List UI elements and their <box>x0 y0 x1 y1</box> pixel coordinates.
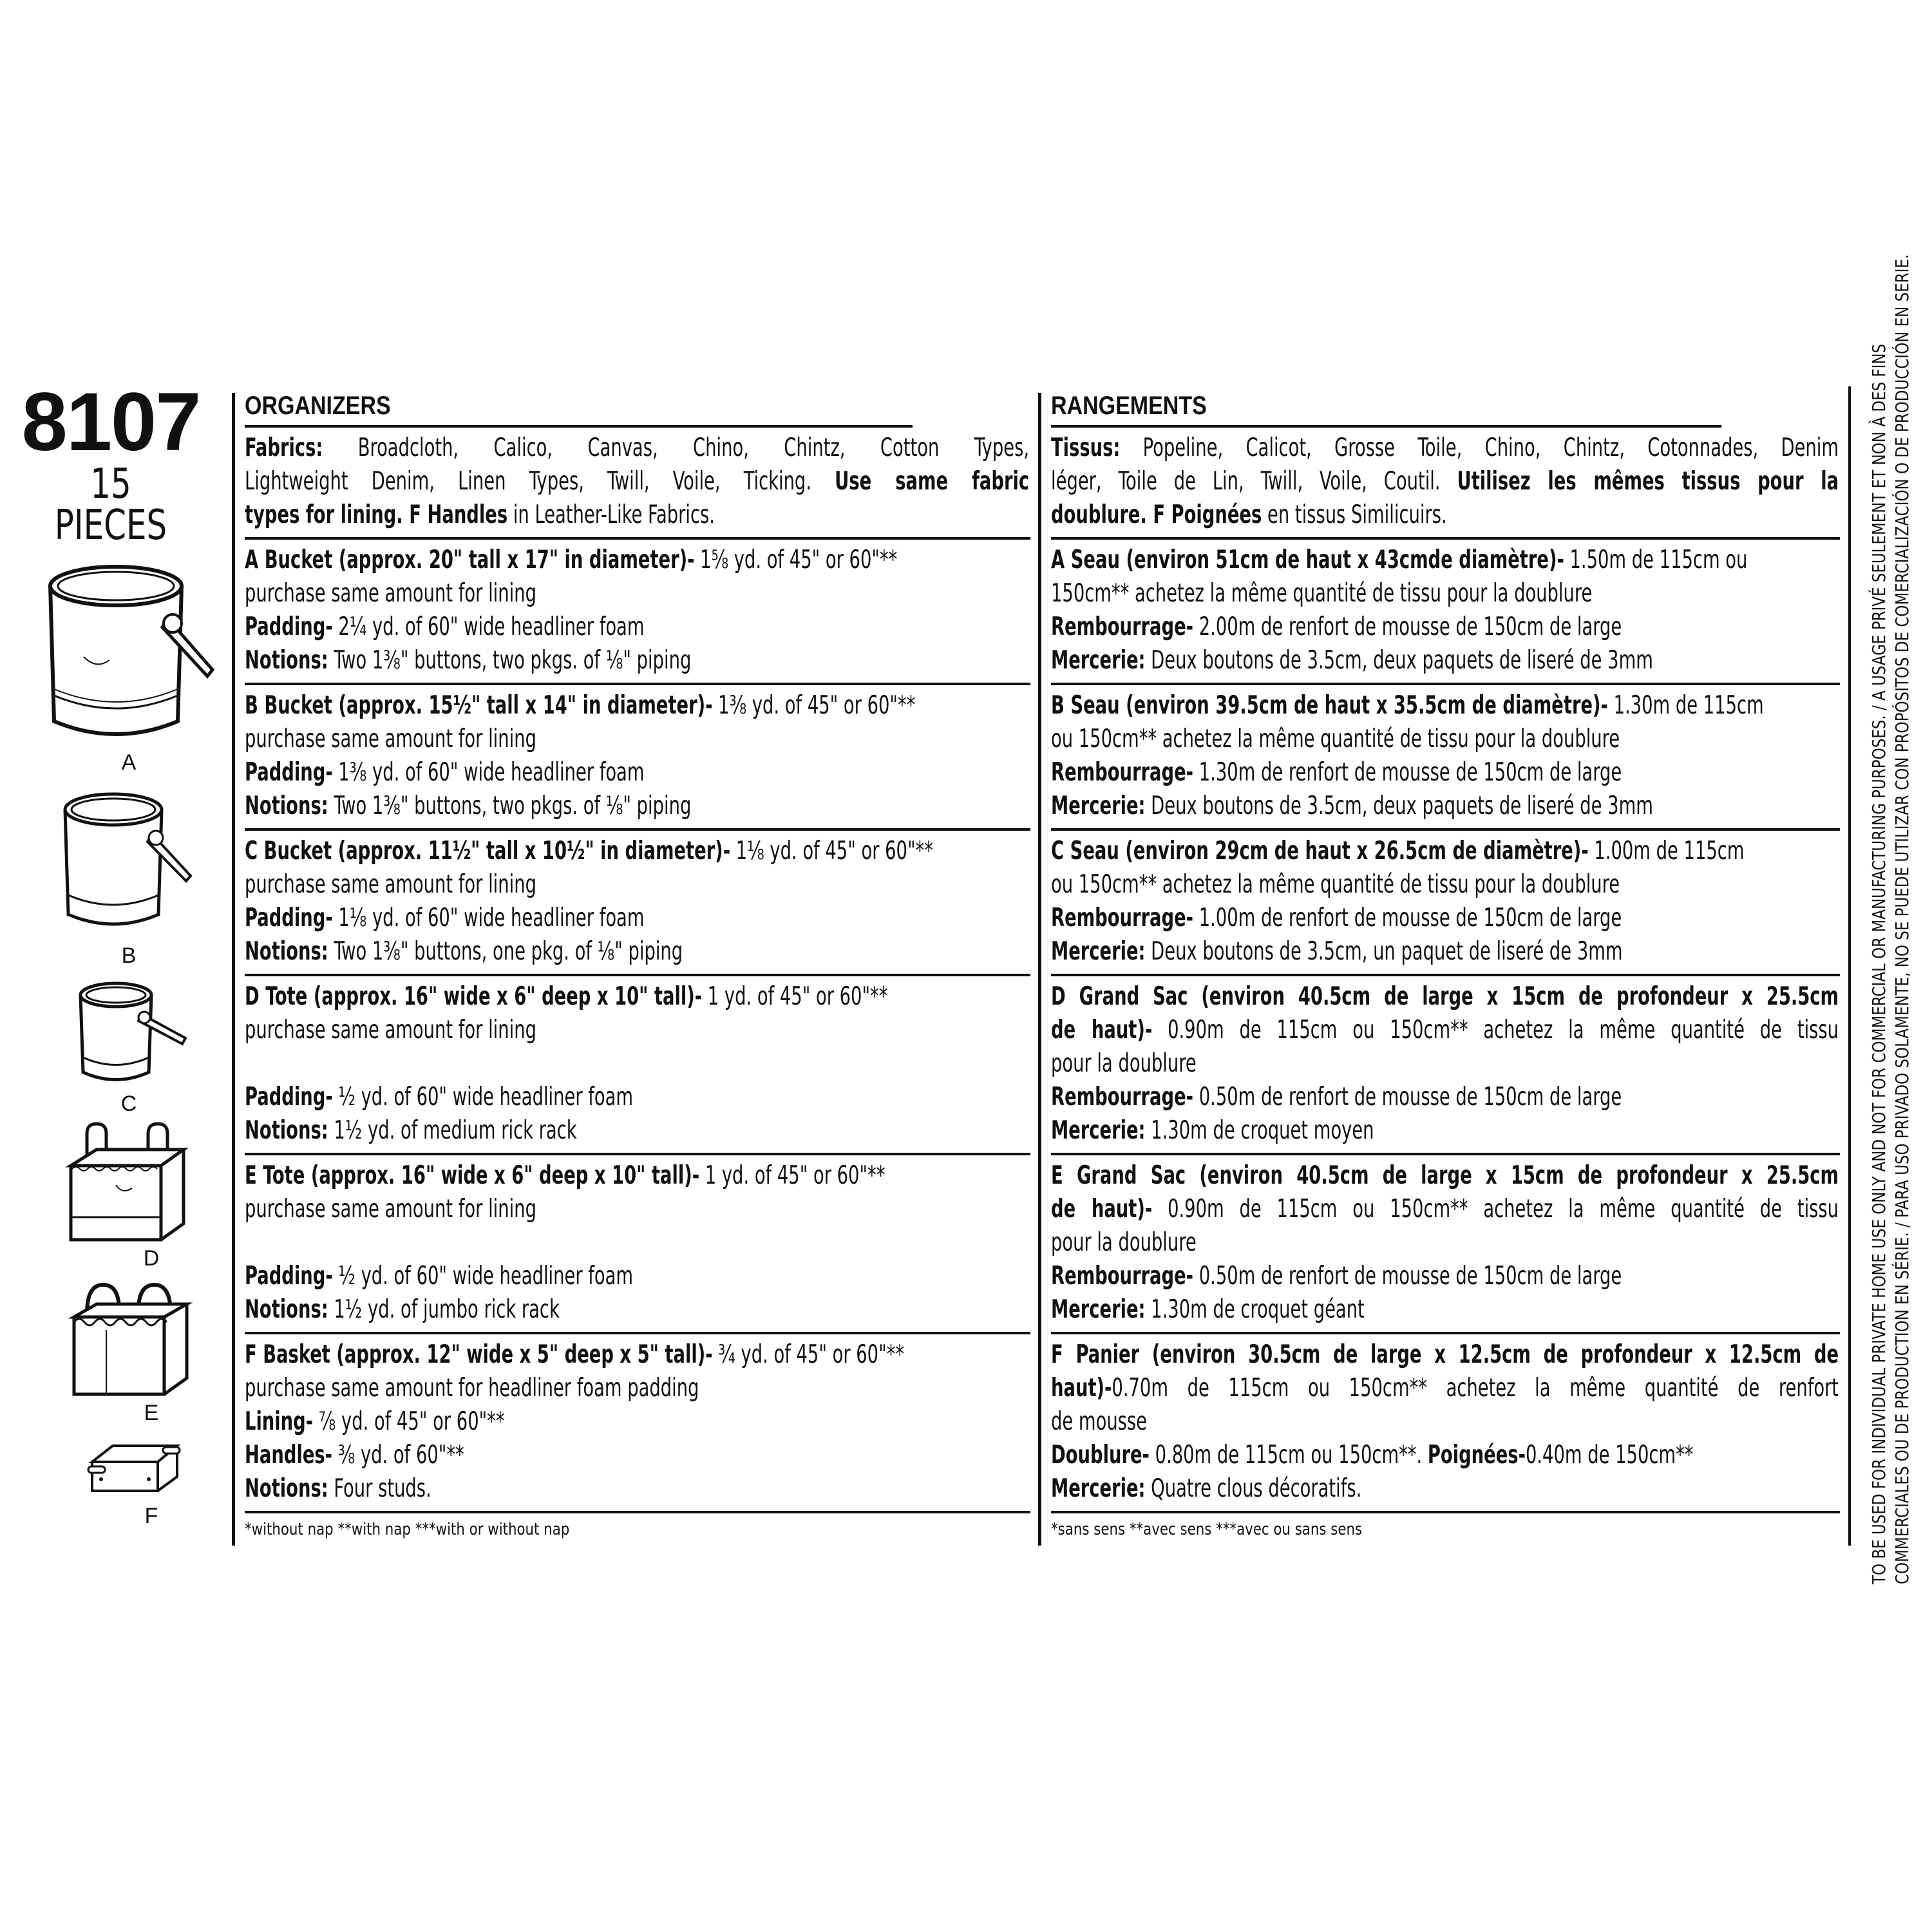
english-item-e: E Tote (approx. 16" wide x 6" deep x 10" tall)- 1 yd. of 45" or 60"** purchase same amount for lining Padding- ½ yd. of 60" wide headliner foam Notions: 1½ yd. of jumbo rick rack <box>245 1155 1030 1334</box>
french-item-f: F Panier (environ 30.5cm de large x 12.5cm de profondeur x 12.5cm de haut)-0.70m de 115cm ou 150cm** achetez la même quantité de renfort de mousse Doublure- 0.80m de 115cm ou 150cm**. Poignées-0.40m de 150cm** Mercerie: Quatre clous décoratifs. <box>1051 1334 1840 1513</box>
english-item-c: C Bucket (approx. 11½" tall x 10½" in diameter)- 1⅛ yd. of 45" or 60"** purchase same amount for lining Padding- 1⅛ yd. of 60" wide headliner foam Notions: Two 1⅜" buttons, one pkg. of ⅛" piping <box>245 831 1030 976</box>
english-item-b: B Bucket (approx. 15½" tall x 14" in diameter)- 1⅜ yd. of 45" or 60"** purchase same amount for lining Padding- 1⅜ yd. of 60" wide headliner foam Notions: Two 1⅜" buttons, two pkgs. of ⅛" piping <box>245 685 1030 831</box>
english-item-a: A Bucket (approx. 20" tall x 17" in diameter)- 1⅝ yd. of 45" or 60"** purchase same amount for lining Padding- 2¼ yd. of 60" wide headliner foam Notions: Two 1⅜" buttons, two pkgs. of ⅛" piping <box>245 540 1030 685</box>
usage-disclaimer <box>1868 254 1914 1584</box>
view-e-tote-illustration <box>68 1278 196 1407</box>
french-fabrics-block: Tissus: Popeline, Calicot, Grosse Toile, Chino, Chintz, Cotonnades, Denim léger, Toile de Lin, Twill, Voile, Coutil. Utilisez les mêmes tissus pour la doublure. F Poignées en tissus Similicuirs. <box>1051 428 1840 540</box>
view-d-tote-illustration <box>64 1121 193 1249</box>
english-column <box>245 386 1030 1539</box>
view-f-basket-illustration <box>87 1433 184 1504</box>
view-c-bucket-illustration <box>77 979 193 1095</box>
english-heading: ORGANIZERS <box>245 386 913 428</box>
view-a-bucket-illustration <box>45 560 219 753</box>
french-item-b: B Seau (environ 39.5cm de haut x 35.5cm de diamètre)- 1.30m de 115cm ou 150cm** achetez la même quantité de tissu pour la doublure Rembourrage- 1.30m de renfort de mousse de 150cm de large Mercerie: Deux boutons de 3.5cm, deux paquets de liseré de 3mm <box>1051 685 1840 831</box>
blank-line <box>245 1047 1030 1081</box>
disclaimer-rule <box>1848 386 1851 1546</box>
english-item-d: D Tote (approx. 16" wide x 6" deep x 10" tall)- 1 yd. of 45" or 60"** purchase same amount for lining Padding- ½ yd. of 60" wide headliner foam Notions: 1½ yd. of medium rick rack <box>245 976 1030 1155</box>
disclaimer-line-1: TO BE USED FOR INDIVIDUAL PRIVATE HOME USE ONLY AND NOT FOR COMMERCIAL OR MANUFACTURING PURPOSES. / A USAGE PRIVÉ SEULEMENT ET NON À DES FINS <box>1868 343 1889 1584</box>
view-f-label: F <box>144 1504 158 1528</box>
view-a-label: A <box>121 750 137 775</box>
french-footnote: *sans sens **avec sens ***avec ou sans sens <box>1051 1520 1363 1539</box>
view-b-bucket-illustration <box>62 789 197 943</box>
english-fabrics-block: Fabrics: Broadcloth, Calico, Canvas, Chino, Chintz, Cotton Types, Lightweight Denim, Linen Types, Twill, Voile, Ticking. Use same fabric types for lining. F Handles in Leather-Like Fabrics. <box>245 428 1030 540</box>
disclaimer-line-2: COMMERCIALES OU DE PRODUCTION EN SÉRIE. / PARA USO PRIVADO SOLAMENTE, NO SE PUEDE UTILIZAR CON PROPÓSITOS DE COMERCIALIZACIÓN O DE PRODUCCIÓN EN SERIE. <box>1891 254 1913 1584</box>
middle-column-rule <box>1038 393 1041 1546</box>
blank-line <box>245 1226 1030 1260</box>
french-column <box>1051 386 1840 1539</box>
view-e-label: E <box>144 1401 159 1425</box>
view-c-label: C <box>120 1092 137 1116</box>
view-d-label: D <box>143 1246 160 1271</box>
english-item-f: F Basket (approx. 12" wide x 5" deep x 5" tall)- ¾ yd. of 45" or 60"** purchase same amount for headliner foam padding Lining- ⅞ yd. of 45" or 60"** Handles- ⅜ yd. of 60"** Notions: Four studs. <box>245 1334 1030 1513</box>
french-heading: RANGEMENTS <box>1051 386 1721 428</box>
pieces-count: 15 PIECES <box>54 460 167 549</box>
view-b-label: B <box>121 943 137 968</box>
french-item-d: D Grand Sac (environ 40.5cm de large x 15cm de profondeur x 25.5cm de haut)- 0.90m de 115cm ou 150cm** achetez la même quantité de tissu pour la doublure Rembourrage- 0.50m de renfort de mousse de 150cm de large Mercerie: 1.30m de croquet moyen <box>1051 976 1840 1155</box>
french-item-a: A Seau (environ 51cm de haut x 43cmde diamètre)- 1.50m de 115cm ou 150cm** achetez la même quantité de tissu pour la doublure Rembourrage- 2.00m de renfort de mousse de 150cm de large Mercerie: Deux boutons de 3.5cm, deux paquets de liseré de 3mm <box>1051 540 1840 685</box>
left-column-rule <box>232 393 235 1546</box>
pattern-number: 8107 <box>21 376 200 468</box>
french-item-c: C Seau (environ 29cm de haut x 26.5cm de diamètre)- 1.00m de 115cm ou 150cm** achetez la même quantité de tissu pour la doublure Rembourrage- 1.00m de renfort de mousse de 150cm de large Mercerie: Deux boutons de 3.5cm, un paquet de liseré de 3mm <box>1051 831 1840 976</box>
english-footnote: *without nap **with nap ***with or without nap <box>245 1520 570 1539</box>
french-item-e: E Grand Sac (environ 40.5cm de large x 15cm de profondeur x 25.5cm de haut)- 0.90m de 115cm ou 150cm** achetez la même quantité de tissu pour la doublure Rembourrage- 0.50m de renfort de mousse de 150cm de large Mercerie: 1.30m de croquet géant <box>1051 1155 1840 1334</box>
